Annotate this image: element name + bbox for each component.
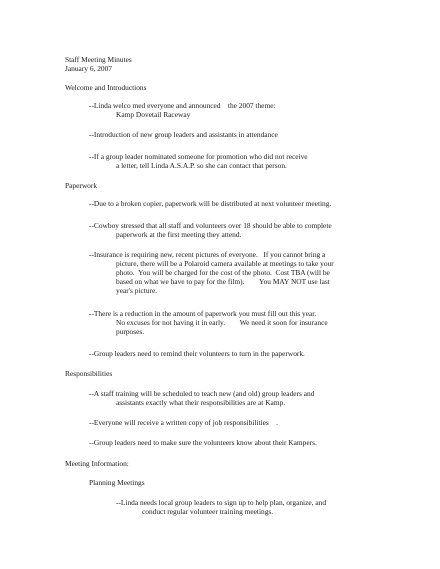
welcome-item-1-line-1: --Linda welco med everyone and announced the 2007 theme: [89, 101, 276, 110]
responsibilities-item-1-line-2: assistants exactly what their responsibilities are at Kamp. [116, 398, 286, 407]
meeting-item-1-line-1: --Linda needs local group leaders to sign up to help plan, organize, and [116, 498, 327, 507]
responsibilities-item-1-line-1: --A staff training will be scheduled to teach new (and old) group leaders and [89, 389, 315, 398]
document-date: January 6, 2007 [65, 64, 113, 73]
section-heading-paperwork: Paperwork [65, 181, 98, 190]
paperwork-item-3-line-5: year's picture. [116, 286, 158, 295]
welcome-item-3-line-1: --If a group leader nominated someone for promotion who did not receive [89, 152, 308, 161]
responsibilities-item-3: --Group leaders need to make sure the volunteers know about their Kampers. [89, 438, 317, 447]
section-heading-responsibilities: Responsibilities [65, 369, 113, 378]
welcome-item-1-line-2: Kamp Dovetail Raceway [116, 110, 191, 119]
responsibilities-item-2: --Everyone will receive a written copy of job responsibilities . [89, 418, 279, 427]
welcome-item-3-line-2: a letter, tell Linda A.S.A.P. so she can contact that person. [116, 161, 287, 170]
meeting-item-1-line-2: conduct regular volunteer training meetings. [142, 507, 274, 516]
paperwork-item-3-line-1: --Insurance is requiring new, recent pictures of everyone. If you cannot bring a [89, 250, 326, 259]
paperwork-item-1: --Due to a broken copier, paperwork will be distributed at next volunteer meeting. [89, 199, 332, 208]
paperwork-item-3-line-2: picture, there will be a Polaroid camera available at meetings to take your [116, 259, 334, 268]
welcome-item-2: --Introduction of new group leaders and assistants in attendance [89, 130, 278, 139]
paperwork-item-3-line-4: based on what we have to pay for the film). You MAY NOT use last [116, 277, 330, 286]
section-heading-meeting-information: Meeting Information: [65, 459, 129, 468]
paperwork-item-2-line-2: paperwork at the first meeting they attend. [116, 230, 242, 239]
paperwork-item-2-line-1: --Cowboy stressed that all staff and volunteers over 18 should be able to complete [89, 221, 332, 230]
paperwork-item-5: --Group leaders need to remind their volunteers to turn in the paperwork. [89, 349, 305, 358]
section-heading-welcome: Welcome and Introductions [65, 83, 147, 92]
paperwork-item-3-line-3: photo. You will be charged for the cost of the photo. Cost TBA (will be [116, 268, 330, 277]
document-title: Staff Meeting Minutes [65, 55, 132, 64]
paperwork-item-4-line-3: purposes. [116, 327, 145, 336]
paperwork-item-4-line-2: No excuses for not having it in early. We need it soon for insurance [116, 318, 328, 327]
paperwork-item-4-line-1: --There is a reduction in the amount of paperwork you must fill out this year. [89, 309, 317, 318]
subheading-planning-meetings: Planning Meetings [89, 478, 145, 487]
